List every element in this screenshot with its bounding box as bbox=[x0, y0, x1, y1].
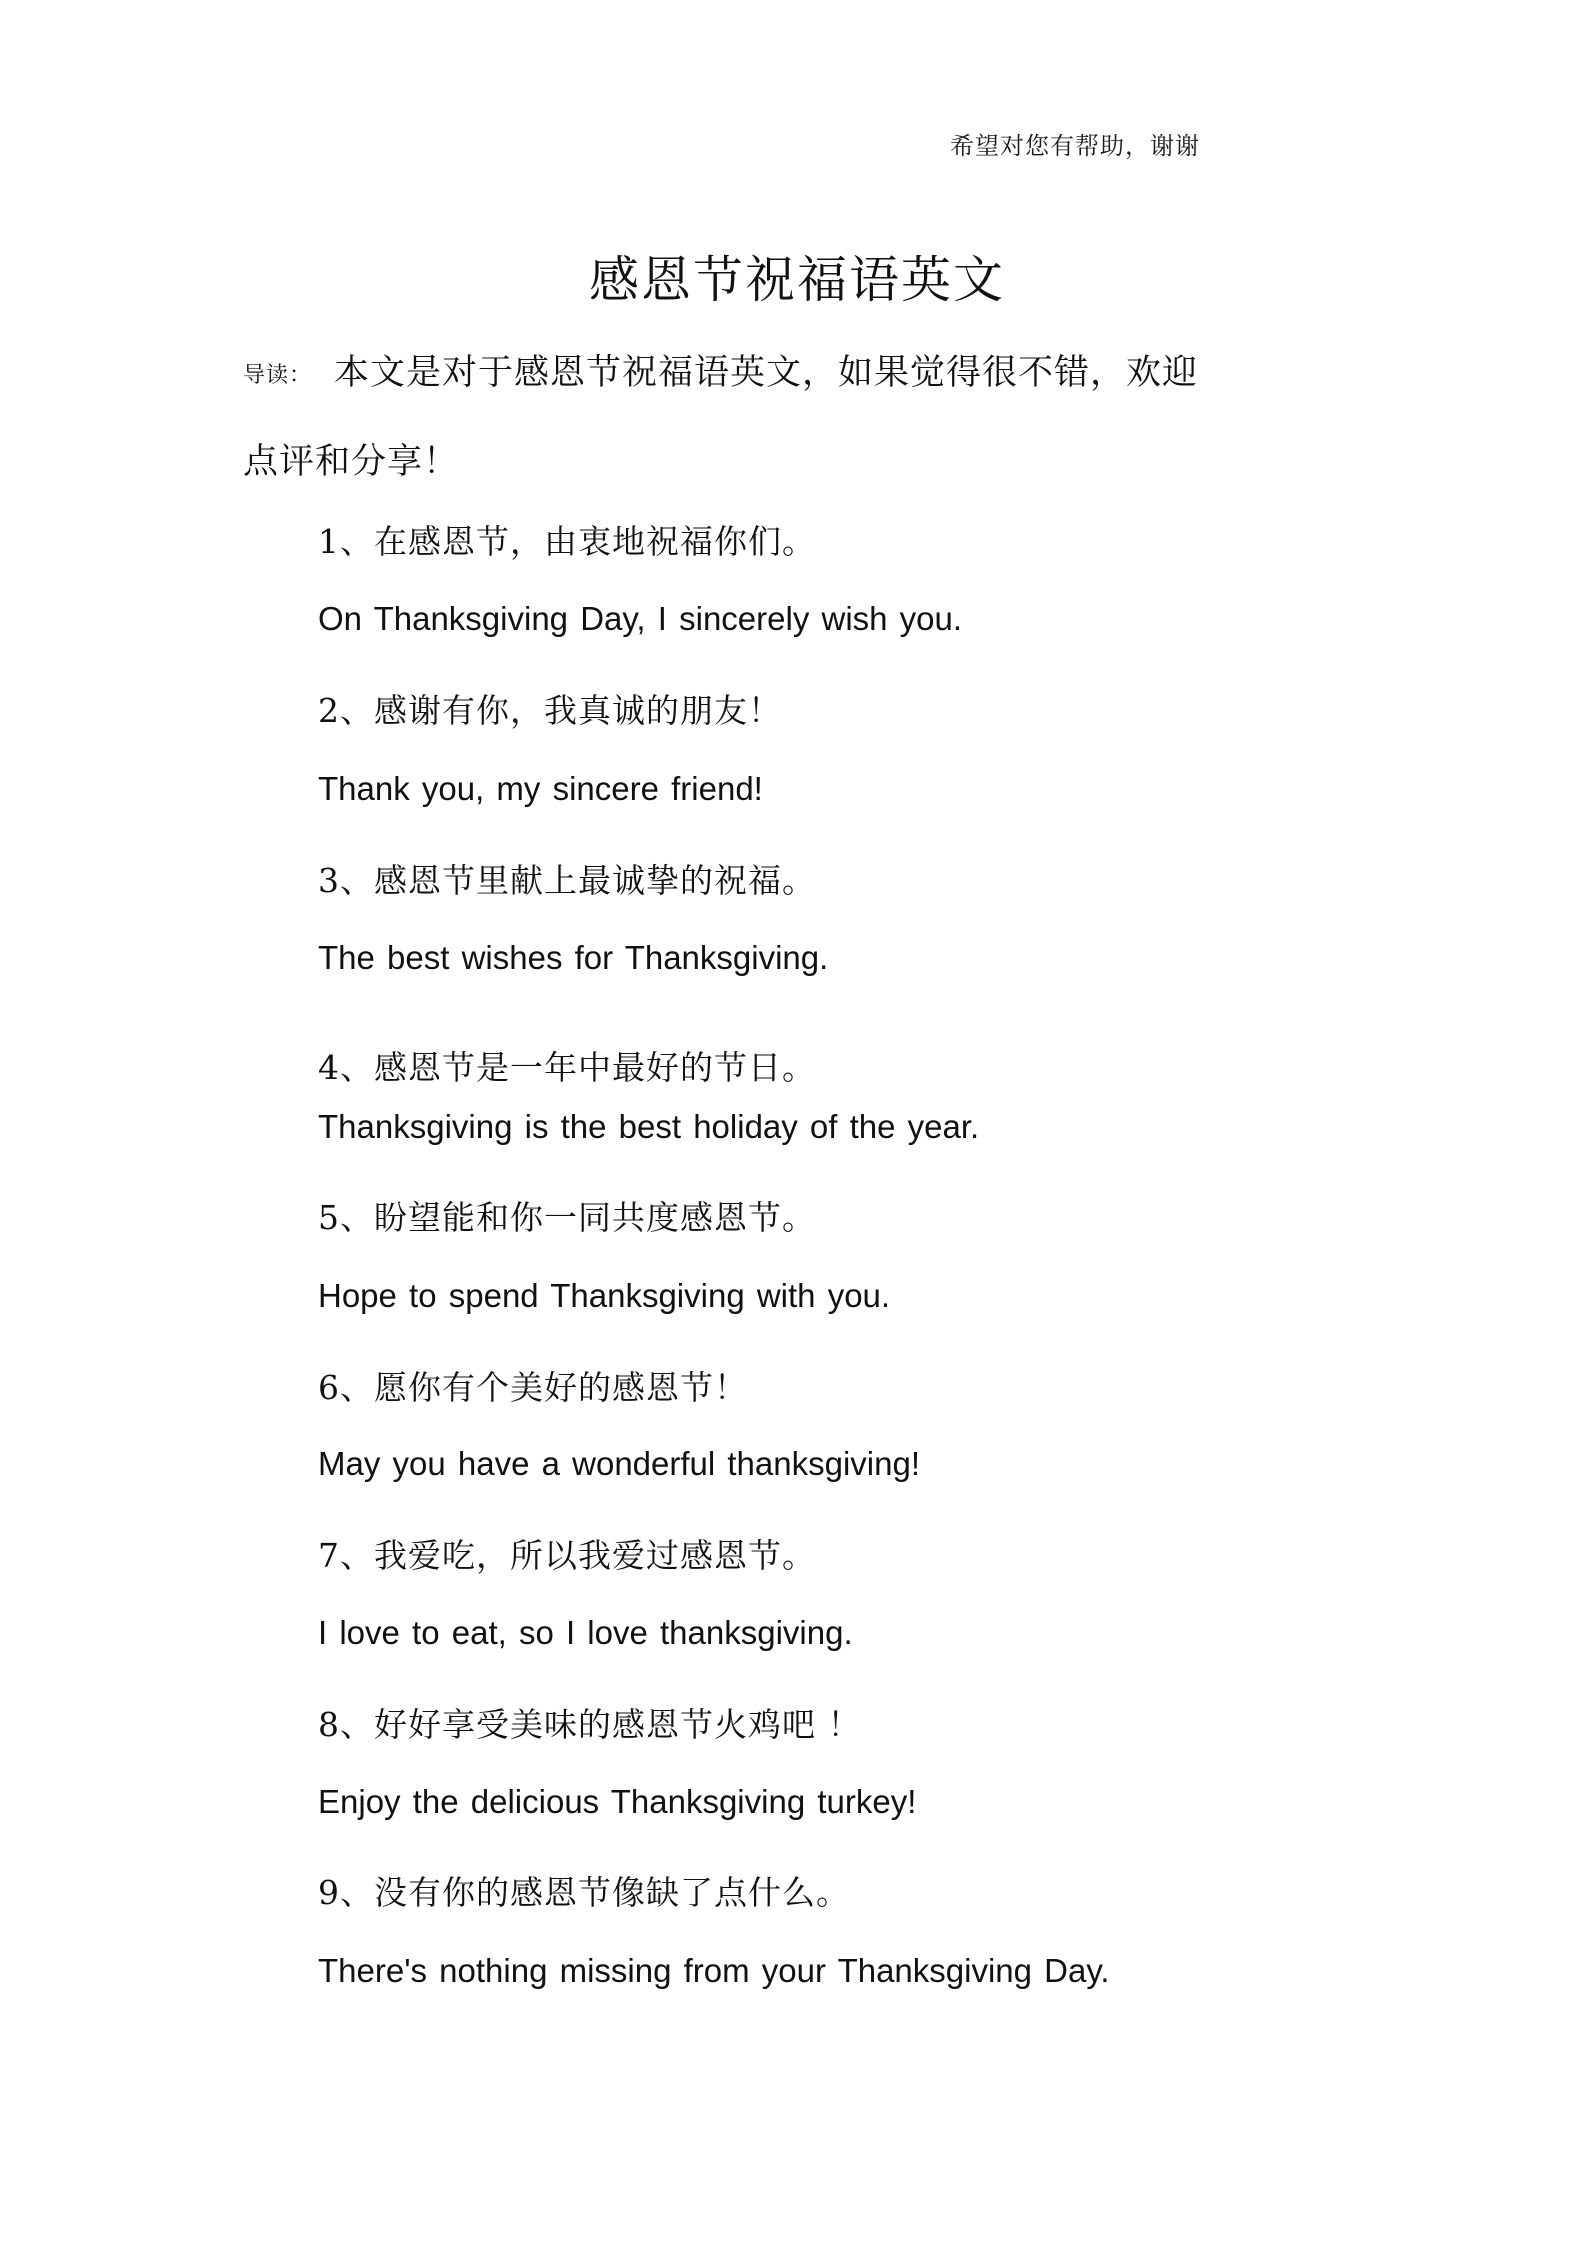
item-8-english: Enjoy the delicious Thanksgiving turkey! bbox=[318, 1783, 917, 1820]
item-2-english: Thank you, my sincere friend! bbox=[318, 770, 763, 807]
header-note: 希望对您有帮助，谢谢 bbox=[950, 132, 1200, 160]
item-2-chinese: 2、感谢有你，我真诚的朋友！ bbox=[318, 691, 782, 730]
item-8-chinese: 8、好好享受美味的感恩节火鸡吧 ！ bbox=[318, 1705, 862, 1744]
item-6-english: May you have a wonderful thanksgiving! bbox=[318, 1445, 921, 1482]
intro-paragraph bbox=[243, 330, 1243, 505]
item-9-english: There's nothing missing from your Thanksgiving Day. bbox=[318, 1952, 1110, 1989]
item-4-chinese: 4、感恩节是一年中最好的节日。 bbox=[318, 1048, 816, 1087]
item-1-english: On Thanksgiving Day, I sincerely wish you. bbox=[318, 600, 963, 637]
item-3-english: The best wishes for Thanksgiving. bbox=[318, 939, 829, 976]
item-6-chinese: 6、愿你有个美好的感恩节！ bbox=[318, 1368, 748, 1407]
item-3-chinese: 3、感恩节里献上最诚挚的祝福。 bbox=[318, 861, 816, 900]
item-1-chinese: 1、在感恩节，由衷地祝福你们。 bbox=[318, 522, 816, 561]
intro-text-1: 本文是对于感恩节祝福语英文，如果觉得很不错，欢迎 bbox=[334, 353, 1199, 393]
item-7-english: I love to eat, so I love thanksgiving. bbox=[318, 1614, 853, 1651]
item-5-english: Hope to spend Thanksgiving with you. bbox=[318, 1277, 891, 1314]
intro-line-1 bbox=[243, 330, 1243, 419]
item-4-english: Thanksgiving is the best holiday of the year. bbox=[318, 1108, 980, 1145]
intro-line-2: 点评和分享！ bbox=[243, 442, 460, 482]
intro-label: 导读： bbox=[243, 363, 313, 388]
item-7-chinese: 7、我爱吃，所以我爱过感恩节。 bbox=[318, 1536, 816, 1575]
document-title: 感恩节祝福语英文 bbox=[589, 251, 1005, 309]
item-9-chinese: 9、没有你的感恩节像缺了点什么。 bbox=[318, 1873, 850, 1912]
item-5-chinese: 5、盼望能和你一同共度感恩节。 bbox=[318, 1198, 816, 1237]
